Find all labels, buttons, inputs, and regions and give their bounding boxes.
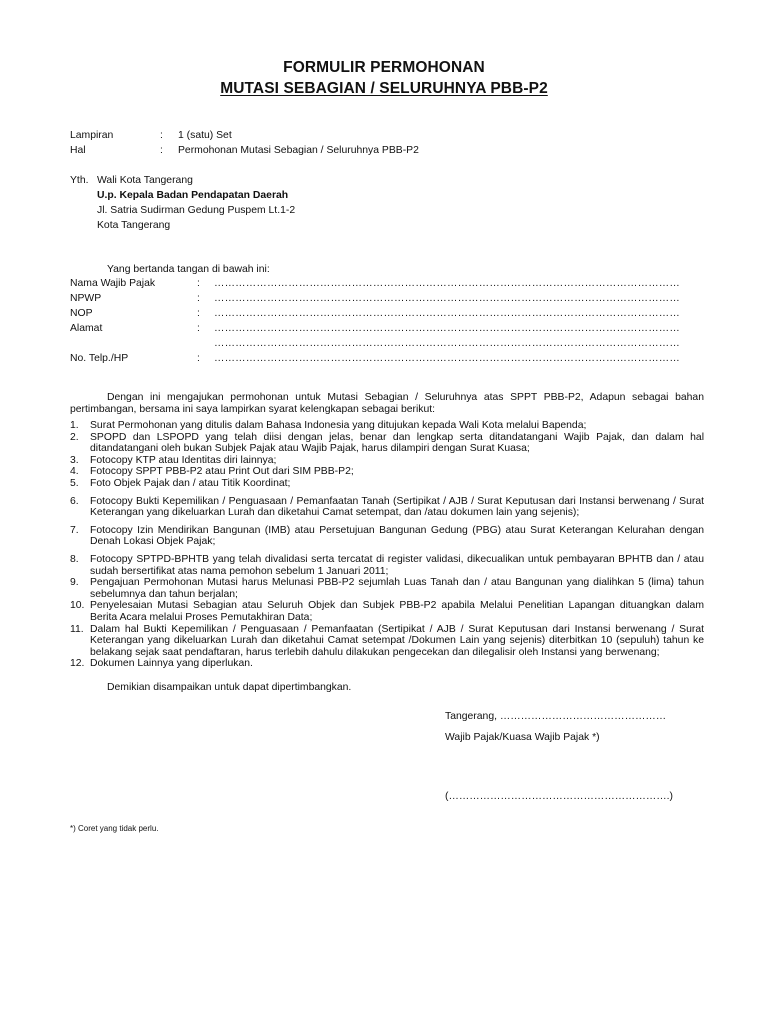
field-fill-line[interactable]: ……………………………………………………………………………………………………………………	[214, 338, 680, 349]
meta-label: Lampiran	[70, 130, 114, 141]
address-line-4: Kota Tangerang	[97, 220, 171, 231]
field-fill-line[interactable]: ……………………………………………………………………………………………………………………	[214, 308, 680, 319]
list-item: 2. SPOPD dan LSPOPD yang telah diisi dengan jelas, benar dan lengkap serta ditandatangani Wajib Pajak, dan dalam hal ditandatangani oleh bukan Subjek Pajak atau Wajib Pajak, harus dilampiri dengan Surat Kuasa;	[70, 431, 704, 455]
field-fill-line[interactable]: ……………………………………………………………………………………………………………………	[214, 278, 680, 289]
field-label: Nama Wajib Pajak	[70, 278, 156, 289]
field-label: Alamat	[70, 323, 103, 334]
field-fill-line[interactable]: ……………………………………………………………………………………………………………………	[214, 293, 680, 304]
list-item: 12. Dokumen Lainnya yang diperlukan.	[70, 658, 253, 670]
form-title: FORMULIR PERMOHONAN	[283, 59, 485, 76]
field-label: NOP	[70, 308, 93, 319]
form-subtitle-text: MUTASI SEBAGIAN / SELURUHNYA PBB-P2	[220, 80, 548, 97]
field-colon: :	[197, 293, 200, 304]
meta-label: Hal	[70, 145, 86, 156]
signature-place-date[interactable]: Tangerang, …………………………………………	[445, 711, 667, 722]
form-subtitle	[0, 80, 768, 98]
address-line-2: U.p. Kepala Badan Pendapatan Daerah	[97, 190, 289, 201]
signature-role: Wajib Pajak/Kuasa Wajib Pajak *)	[445, 732, 600, 743]
closing-text: Demikian disampaikan untuk dapat dipertimbangkan.	[107, 682, 352, 693]
meta-colon: :	[160, 145, 163, 156]
meta-value: 1 (satu) Set	[178, 130, 232, 141]
list-item: 4. Fotocopy SPPT PBB-P2 atau Print Out dari SIM PBB-P2;	[70, 466, 354, 478]
meta-colon: :	[160, 130, 163, 141]
address-line-1: Wali Kota Tangerang	[97, 175, 193, 186]
list-item: 3. Fotocopy KTP atau Identitas diri lainnya;	[70, 454, 277, 466]
field-colon: :	[197, 278, 200, 289]
address-yth: Yth.	[70, 175, 89, 186]
field-fill-line[interactable]: ……………………………………………………………………………………………………………………	[214, 323, 680, 334]
signature-name-line[interactable]: (……………………………………………………….)	[445, 791, 674, 802]
list-item: 9. Pengajuan Permohonan Mutasi harus Melunasi PBB-P2 sejumlah Luas Tanah dan / atau Bangunan yang dialihkan 5 (lima) tahun sebelumnya dan tahun berjalan;	[70, 577, 704, 600]
list-item: 11. Dalam hal Bukti Kepemilikan / Penguasaan / Pemanfaatan (Sertipikat / AJB / Surat Keputusan dari Instansi berwenang / Surat Keterangan yang dikeluarkan Lurah dan diketahui Camat setempat /Dokumen Lain yang sejenis) diterbitkan 10 (sepuluh) tahun ke belakang sejak saat pendaftaran, harus terlebih dahulu dilakukan pengecekan dan dilegalisir oleh Instansi yang berwenang;	[70, 623, 704, 658]
field-label: NPWP	[70, 293, 102, 304]
meta-value: Permohonan Mutasi Sebagian / Seluruhnya PBB-P2	[178, 145, 419, 156]
field-colon: :	[197, 308, 200, 319]
address-line-3: Jl. Satria Sudirman Gedung Puspem Lt.1-2	[97, 205, 296, 216]
list-item: 6. Fotocopy Bukti Kepemilikan / Penguasaan / Pemanfaatan Tanah (Sertipikat / AJB / Surat Keputusan dari Instansi berwenang / Surat Keterangan yang dikeluarkan Lurah dan diketahui Camat setempat, dan /atau dokumen lain yang sejenis);	[70, 495, 704, 519]
field-colon: :	[197, 323, 200, 334]
list-item: 5. Foto Objek Pajak dan / atau Titik Koordinat;	[70, 477, 291, 489]
field-fill-line[interactable]: ……………………………………………………………………………………………………………………	[214, 353, 680, 364]
list-item: 1. Surat Permohonan yang ditulis dalam Bahasa Indonesia yang ditujukan kepada Wali Kota melalui Bapenda;	[70, 420, 587, 431]
list-item: 7. Fotocopy Izin Mendirikan Bangunan (IMB) atau Persetujuan Bangunan Gedung (PBG) atau Surat Keterangan Kelurahan dengan Denah Lokasi Objek Pajak;	[70, 524, 704, 548]
list-item: 10. Penyelesaian Mutasi Sebagian atau Seluruh Objek dan Subjek PBB-P2 apabila Melalui Penelitian Lapangan dituangkan dalam Berita Acara melalui Proses Pemutakhiran Data;	[70, 600, 704, 623]
footnote: *) Coret yang tidak perlu.	[70, 824, 159, 833]
field-label: No. Telp./HP	[70, 353, 129, 364]
body-paragraph: Dengan ini mengajukan permohonan untuk Mutasi Sebagian / Seluruhnya atas SPPT PBB-P2, Adapun sebagai bahan pertimbangan, bersama ini saya lampirkan syarat kelengkapan sebagai berikut:	[70, 392, 704, 416]
intro-text: Yang bertanda tangan di bawah ini:	[107, 264, 270, 275]
requirements-list	[70, 420, 704, 670]
list-item: 8. Fotocopy SPTPD-BPHTB yang telah divalidasi serta tercatat di register validasi, dikecualikan untuk pembayaran BPHTB dan / atau sudah bersertifikat atas nama pemohon sebelum 1 Januari 2011;	[70, 553, 704, 577]
field-colon: :	[197, 353, 200, 364]
